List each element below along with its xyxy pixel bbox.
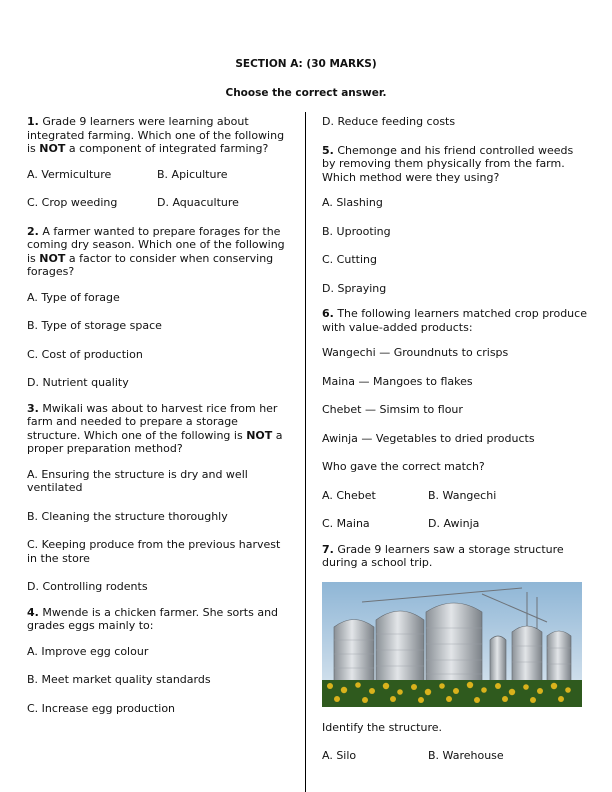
question-text: Grade 9 learners were learning about integrated farming. Which one of the following is	[27, 115, 285, 155]
option-d: D. Nutrient quality	[27, 376, 129, 389]
question-number: 4.	[27, 605, 39, 619]
option-a: A. Vermiculture	[27, 167, 112, 181]
question-text: Chemonge and his friend controlled weeds by removing them physically from the farm. Which method were they using?	[322, 143, 574, 184]
option-a: A. Slashing	[322, 196, 383, 209]
option-row	[27, 196, 289, 210]
question-number: 7.	[322, 542, 334, 556]
option-a: A. Improve egg colour	[27, 644, 149, 658]
option-c: C. Keeping produce from the previous harvest in the store	[27, 538, 281, 565]
option-d: D. Spraying	[322, 281, 387, 295]
question-number: 6.	[322, 307, 334, 320]
option-b: B. Apiculture	[157, 167, 228, 181]
left-column	[27, 115, 289, 730]
option-b: B. Uprooting	[322, 224, 391, 238]
question-text: Grade 9 learners saw a storage structure during a school trip.	[322, 542, 564, 569]
question-5	[322, 144, 590, 185]
column-divider	[305, 112, 306, 792]
right-column	[322, 115, 590, 763]
question-text: a factor to consider when conserving forages?	[27, 251, 274, 278]
question-prompt: Who gave the correct match?	[322, 460, 485, 473]
option-b: B. Type of storage space	[27, 319, 162, 332]
option-b: B. Cleaning the structure thoroughly	[27, 509, 228, 523]
silo-photo	[322, 582, 582, 707]
emphasis: NOT	[246, 428, 273, 442]
question-number: 3.	[27, 401, 39, 415]
option-a: A. Chebet	[322, 488, 376, 502]
option-c: C. Crop weeding	[27, 196, 118, 209]
question-number: 1.	[27, 115, 39, 128]
match-item: Awinja — Vegetables to dried products	[322, 431, 535, 445]
question-text: Mwende is a chicken farmer. She sorts and grades eggs mainly to:	[27, 605, 279, 632]
question-number: 2.	[27, 224, 39, 238]
option-a: A. Type of forage	[27, 290, 120, 304]
option-c: C. Maina	[322, 517, 370, 530]
question-7	[322, 543, 590, 570]
option-row	[322, 749, 590, 763]
question-4	[27, 606, 289, 633]
section-heading: SECTION A: (30 MARKS)	[235, 58, 377, 70]
question-prompt: Identify the structure.	[322, 720, 442, 734]
question-text: The following learners matched crop produce with value-added products:	[322, 307, 587, 334]
option-c: C. Increase egg production	[27, 701, 176, 715]
match-item: Wangechi — Groundnuts to crisps	[322, 346, 509, 359]
match-item: Maina — Mangoes to flakes	[322, 374, 473, 388]
question-1	[27, 115, 289, 156]
option-d: D. Controlling rodents	[27, 580, 148, 593]
option-row	[322, 517, 590, 531]
option-d: D. Reduce feeding costs	[322, 115, 456, 128]
option-c: C. Cutting	[322, 253, 377, 266]
option-row	[322, 489, 590, 503]
option-a: A. Silo	[322, 749, 357, 762]
question-text: a component of integrated farming?	[65, 142, 269, 155]
option-c: C. Cost of production	[27, 347, 143, 361]
option-a: A. Ensuring the structure is dry and well ventilated	[27, 467, 248, 494]
option-d: D. Awinja	[428, 517, 480, 530]
question-text: a proper preparation method?	[27, 428, 283, 455]
match-item: Chebet — Simsim to flour	[322, 403, 463, 416]
emphasis: NOT	[39, 251, 66, 265]
question-2	[27, 225, 289, 279]
question-number: 5.	[322, 143, 334, 157]
instruction-heading: Choose the correct answer.	[225, 87, 387, 99]
option-row	[27, 168, 289, 182]
option-d: D. Aquaculture	[157, 196, 239, 209]
option-b: B. Wangechi	[428, 488, 497, 502]
question-6	[322, 307, 590, 334]
emphasis: NOT	[39, 142, 66, 155]
question-3	[27, 402, 289, 456]
question-text: Mwikali was about to harvest rice from her farm and needed to prepare a storage structure. Which one of the following is	[27, 401, 278, 442]
option-b: B. Warehouse	[428, 749, 504, 762]
question-text: A farmer wanted to prepare forages for the coming dry season. Which one of the following is	[27, 224, 285, 265]
option-b: B. Meet market quality standards	[27, 673, 211, 686]
